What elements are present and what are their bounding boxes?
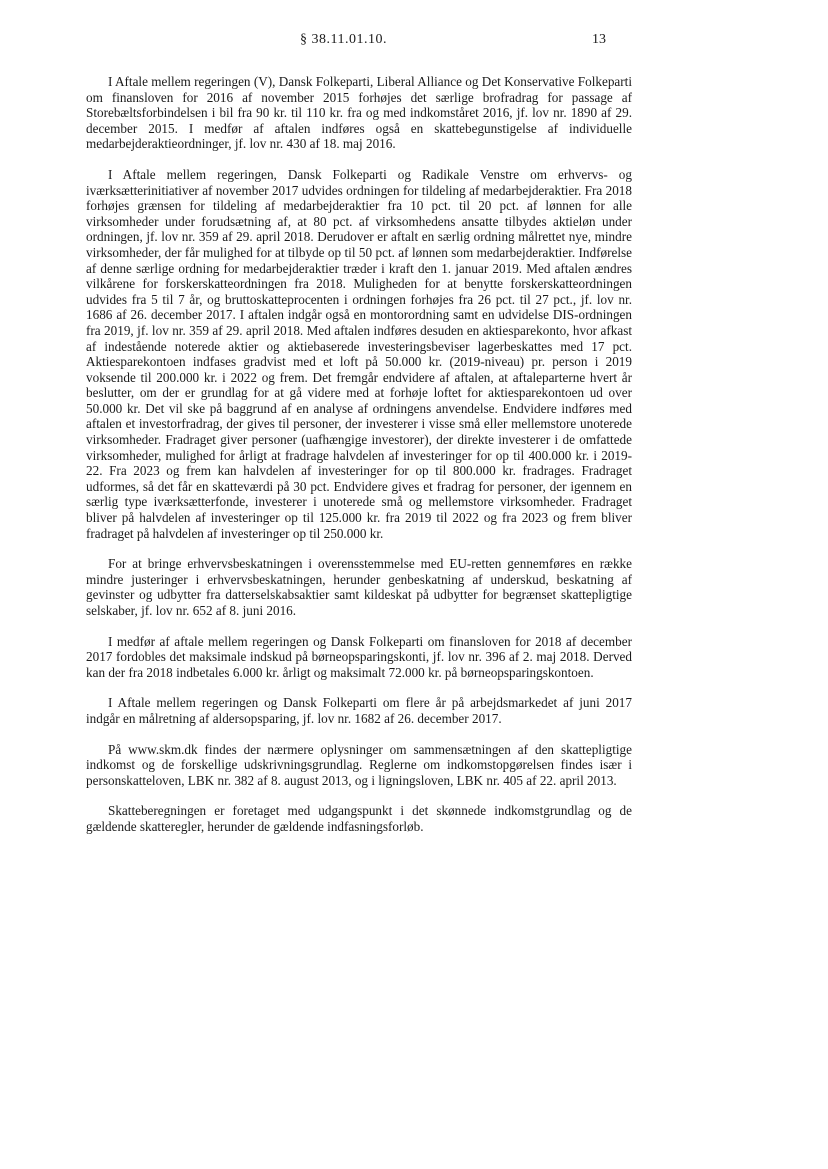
paragraph-finance-act-2016: I Aftale mellem regeringen (V), Dansk Folkeparti, Liberal Alliance og Det Konservative Folkeparti om finansloven for 2016 af november 2015 forhøjes det særlige brofradrag for passage af Storebæltsforbindelsen i bil fra 90 kr. til 110 kr. fra og med indkomståret 2016, jf. lov nr. 1890 af 29. december 2015. I medfør af aftalen indføres også en skattebegunstigelse af individuelle medarbejderaktieordninger, jf. lov nr. 430 af 18. maj 2016. (86, 74, 632, 152)
section-reference: § 38.11.01.10. (300, 32, 387, 47)
body-text (86, 74, 632, 835)
paragraph-child-savings: I medfør af aftale mellem regeringen og Dansk Folkeparti om finansloven for 2018 af december 2017 fordobles det maksimale indskud på børneopsparingskonti, jf. lov nr. 396 af 2. maj 2018. Derved kan der fra 2018 indbetales 6.000 kr. årligt og maksimalt 72.000 kr. på børneopsparingskontoen. (86, 633, 632, 680)
page-number: 13 (592, 32, 606, 47)
paragraph-age-savings: I Aftale mellem regeringen og Dansk Folkeparti om flere år på arbejdsmarkedet af juni 2017 indgår en målretning af aldersopsparing, jf. lov nr. 1682 af 26. december 2017. (86, 695, 632, 726)
paragraph-tax-calculation: Skatteberegningen er foretaget med udgangspunkt i det skønnede indkomstgrundlag og de gældende skatteregler, herunder de gældende indfasningsforløb. (86, 803, 632, 834)
paragraph-eu-law-adjustments: For at bringe erhvervsbeskatningen i overensstemmelse med EU-retten gennemføres en række mindre justeringer i erhvervsbeskatningen, herunder genbeskatning af underskud, beskatning af gevinster og udbytter fra datterselskabsaktier samt kildeskat på udbytter for begrænset skattepligtige selskaber, jf. lov nr. 652 af 8. juni 2016. (86, 556, 632, 618)
paragraph-entrepreneur-initiatives: I Aftale mellem regeringen, Dansk Folkeparti og Radikale Venstre om erhvervs- og iværksætterinitiativer af november 2017 udvides ordningen for tildeling af medarbejderaktier. Fra 2018 forhøjes grænsen for tildeling af medarbejderaktier fra 10 pct. til 20 pct. af lønnen for alle virksomheder under forudsætning af, at 80 pct. af virksomhedens ansatte tilbydes aktieløn under ordningen, jf. lov nr. 359 af 29. april 2018. Derudover er aftalt en særlig ordning målrettet nye, mindre virksomheder, der får mulighed for at tilbyde op til 50 pct. af lønnen som medarbejderaktier. Indførelse af denne særlige ordning for medarbejderaktier træder i kraft den 1. januar 2019. Med aftalen ændres vilkårene for forskerskatteordningen fra 2018. Muligheden for at benytte forskerskatteordningen udvides fra 5 til 7 år, og bruttoskatteprocenten i ordningen forhøjes fra 26 pct. til 27 pct., jf. lov nr. 1686 af 26. december 2017. I aftalen indgår også en montorordning samt en udvidelse DIS-ordningen fra 2019, jf. lov nr. 359 af 29. april 2018. Med aftalen indføres desuden en aktiesparekonto, hvor afkast af indestående noterede aktier og aktiebaserede investeringsbeviser lagerbeskattes med 17 pct. Aktiesparekontoen indfases gradvist med et loft på 50.000 kr. (2019-niveau) pr. person i 2019 voksende til 200.000 kr. i 2022 og frem. Det fremgår endvidere af aftalen, at aftaleparterne hvert år beslutter, om der er grundlag for at gå videre med at forhøje loftet for aktiesparekontoen ud over 50.000 kr. Det vil ske på baggrund af en analyse af ordningens anvendelse. Endvidere indføres med aftalen et investorfradrag, der gives til personer, der investerer i visse små eller mellemstore unoterede virksomheder. Fradraget giver personer (uafhængige investorer), der direkte investerer i de omfattede virksomheder, mulighed for årligt at fradrage halvdelen af investeringer for op til 400.000 kr. i 2019-22. Fra 2023 og frem kan halvdelen af investeringer for op til 800.000 kr. fradrages. Fradraget udformes, så det får en skatteværdi på 30 pct. Endvidere gives et fradrag for personer, der igennem en særlig type iværksætterfonde, investerer i unoterede små og mellemstore virksomheder. Fradraget bliver på halvdelen af investeringer op til 125.000 kr. fra 2019 til 2022 og fra 2023 og frem bliver fradraget på halvdelen af investeringer op til 250.000 kr. (86, 166, 632, 541)
paragraph-skm-info: På www.skm.dk findes der nærmere oplysninger om sammensætningen af den skattepligtige indkomst og de forskellige udskrivningsgrundlag. Reglerne om indkomstopgørelsen findes især i personskatteloven, LBK nr. 382 af 8. august 2013, og i ligningsloven, LBK nr. 405 af 22. april 2013. (86, 741, 632, 788)
